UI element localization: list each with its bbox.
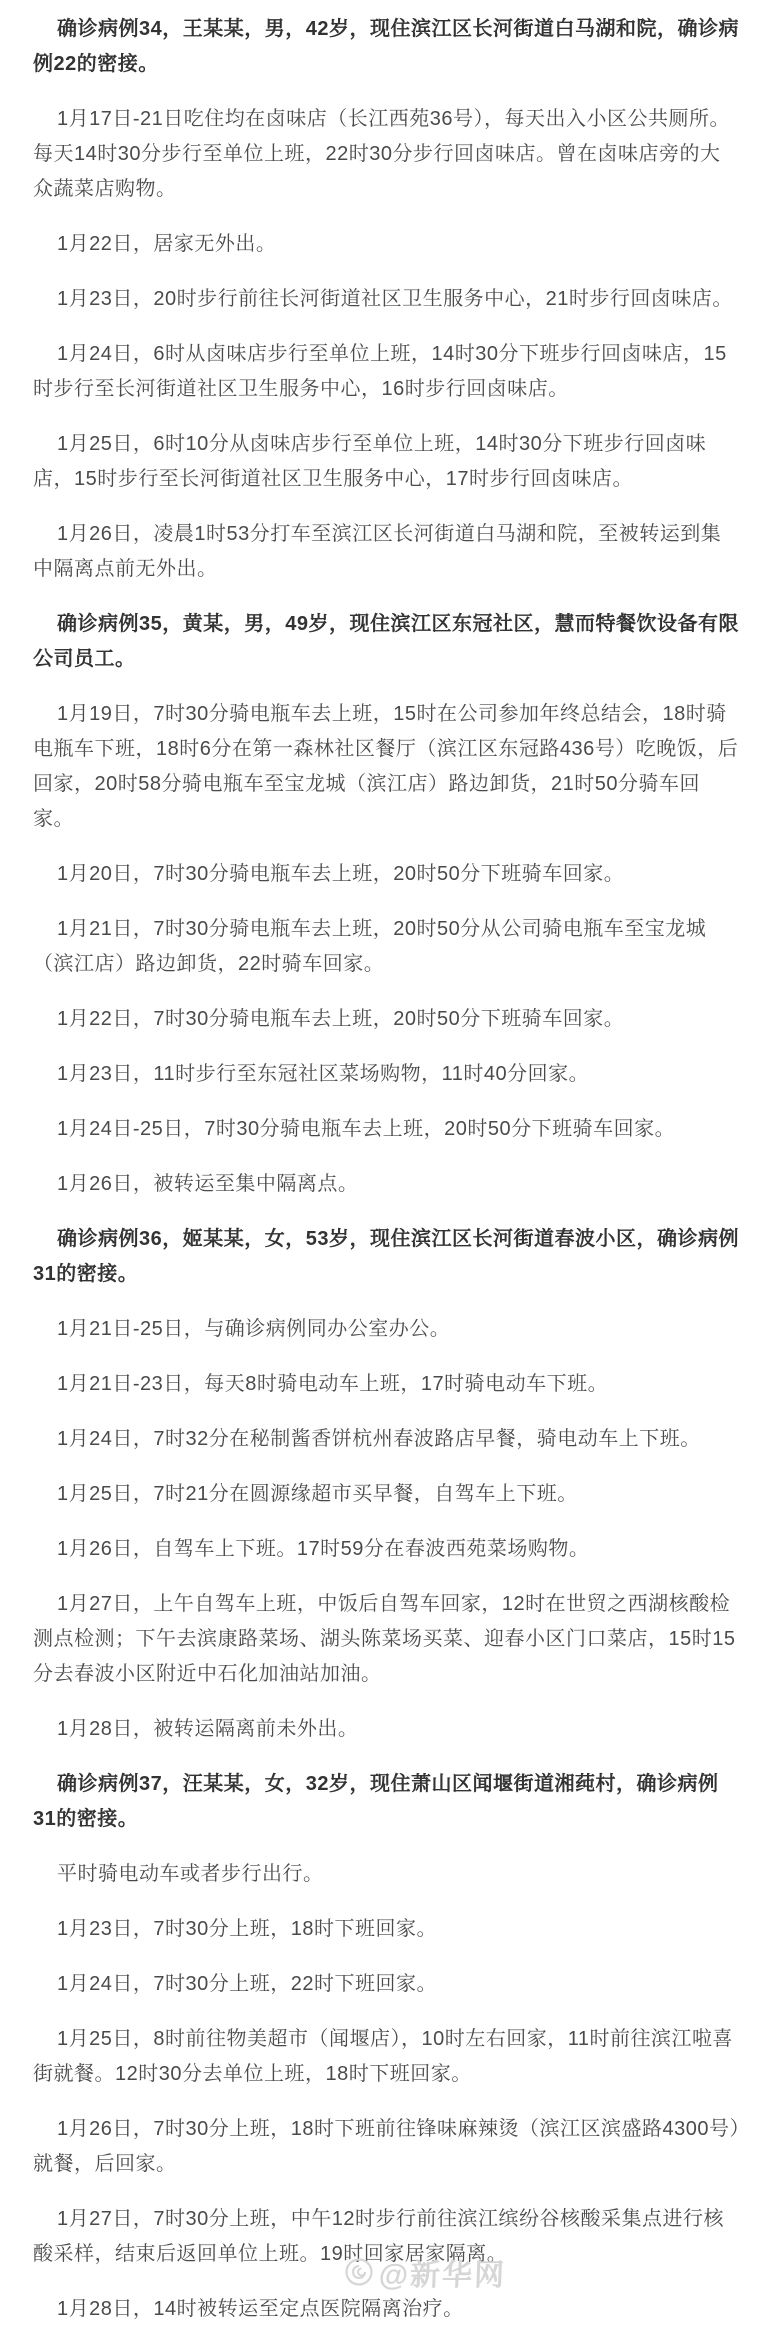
case-paragraph: 1月26日，凌晨1时53分打车至滨江区长河街道白马湖和院，至被转运到集中隔离点前无外出。 — [33, 523, 722, 580]
case-header: 确诊病例34，王某某，男，42岁，现住滨江区长河街道白马湖和院，确诊病例22的密接。 — [33, 18, 739, 75]
case-paragraph: 1月21日，7时30分骑电瓶车去上班，20时50分从公司骑电瓶车至宝龙城（滨江店）路边卸货，22时骑车回家。 — [33, 918, 707, 975]
case-paragraph: 1月28日，14时被转运至定点医院隔离治疗。 — [57, 2298, 464, 2320]
case-section — [33, 12, 740, 587]
case-section — [33, 1767, 740, 2327]
case-paragraph: 1月22日，居家无外出。 — [57, 233, 277, 255]
case-header: 确诊病例37，汪某某，女，32岁，现住萧山区闻堰街道湘莼村，确诊病例31的密接。 — [33, 1773, 719, 1830]
case-paragraph: 1月21日-25日，与确诊病例同办公室办公。 — [57, 1318, 451, 1340]
case-paragraph: 1月24日，7时32分在秘制酱香饼杭州春波路店早餐，骑电动车上下班。 — [57, 1428, 701, 1450]
case-list — [33, 12, 740, 2327]
watermark-text: @新华网 — [378, 2259, 507, 2292]
case-paragraph: 1月24日，7时30分上班，22时下班回家。 — [57, 1973, 437, 1995]
case-paragraph: 1月27日，上午自驾车上班，中饭后自驾车回家，12时在世贸之西湖核酸检测点检测；下午去滨康路菜场、湖头陈菜场买菜、迎春小区门口菜店，15时15分去春波小区附近中石化加油站加油。 — [33, 1593, 736, 1685]
case-paragraph: 1月25日，6时10分从卤味店步行至单位上班，14时30分下班步行回卤味店，15时步行至长河街道社区卫生服务中心，17时步行回卤味店。 — [33, 433, 707, 490]
case-paragraph: 1月23日，11时步行至东冠社区菜场购物，11时40分回家。 — [57, 1063, 590, 1085]
case-section — [33, 1222, 740, 1747]
case-paragraph: 1月23日，20时步行前往长河街道社区卫生服务中心，21时步行回卤味店。 — [57, 288, 733, 310]
case-paragraph: 1月26日，自驾车上下班。17时59分在春波西苑菜场购物。 — [57, 1538, 590, 1560]
case-paragraph: 1月19日，7时30分骑电瓶车去上班，15时在公司参加年终总结会，18时骑电瓶车下班，18时6分在第一森林社区餐厅（滨江区东冠路436号）吃晚饭，后回家，20时58分骑电瓶车至宝龙城（滨江店）路边卸货，21时50分骑车回家。 — [33, 703, 739, 830]
case-paragraph: 1月24日-25日，7时30分骑电瓶车去上班，20时50分下班骑车回家。 — [57, 1118, 676, 1140]
case-paragraph: 平时骑电动车或者步行出行。 — [57, 1863, 324, 1885]
case-paragraph: 1月27日，7时30分上班，中午12时步行前往滨江缤纷谷核酸采集点进行核酸采样，结束后返回单位上班。19时回家居家隔离。 — [33, 2208, 724, 2265]
case-header: 确诊病例36，姬某某，女，53岁，现住滨江区长河街道春波小区，确诊病例31的密接。 — [33, 1228, 739, 1285]
case-paragraph: 1月25日，7时21分在圆源缘超市买早餐，自驾车上下班。 — [57, 1483, 578, 1505]
case-paragraph: 1月20日，7时30分骑电瓶车去上班，20时50分下班骑车回家。 — [57, 863, 625, 885]
case-paragraph: 1月24日，6时从卤味店步行至单位上班，14时30分下班步行回卤味店，15时步行至长河街道社区卫生服务中心，16时步行回卤味店。 — [33, 343, 727, 400]
case-paragraph: 1月26日，被转运至集中隔离点。 — [57, 1173, 359, 1195]
case-section — [33, 607, 740, 1202]
case-paragraph: 1月21日-23日，每天8时骑电动车上班，17时骑电动车下班。 — [57, 1373, 609, 1395]
case-paragraph: 1月17日-21日吃住均在卤味店（长江西苑36号），每天出入小区公共厕所。每天14时30分步行至单位上班，22时30分步行回卤味店。曾在卤味店旁的大众蔬菜店购物。 — [33, 108, 731, 200]
case-paragraph: 1月25日，8时前往物美超市（闻堰店），10时左右回家，11时前往滨江啦喜街就餐。12时30分去单位上班，18时下班回家。 — [33, 2028, 733, 2085]
case-paragraph: 1月26日，7时30分上班，18时下班前往锋味麻辣烫（滨江区滨盛路4300号）就餐，后回家。 — [33, 2118, 740, 2175]
case-header: 确诊病例35，黄某，男，49岁，现住滨江区东冠社区，慧而特餐饮设备有限公司员工。 — [33, 613, 739, 670]
case-paragraph: 1月28日，被转运隔离前未外出。 — [57, 1718, 359, 1740]
case-paragraph: 1月23日，7时30分上班，18时下班回家。 — [57, 1918, 437, 1940]
case-paragraph: 1月22日，7时30分骑电瓶车去上班，20时50分下班骑车回家。 — [57, 1008, 625, 1030]
